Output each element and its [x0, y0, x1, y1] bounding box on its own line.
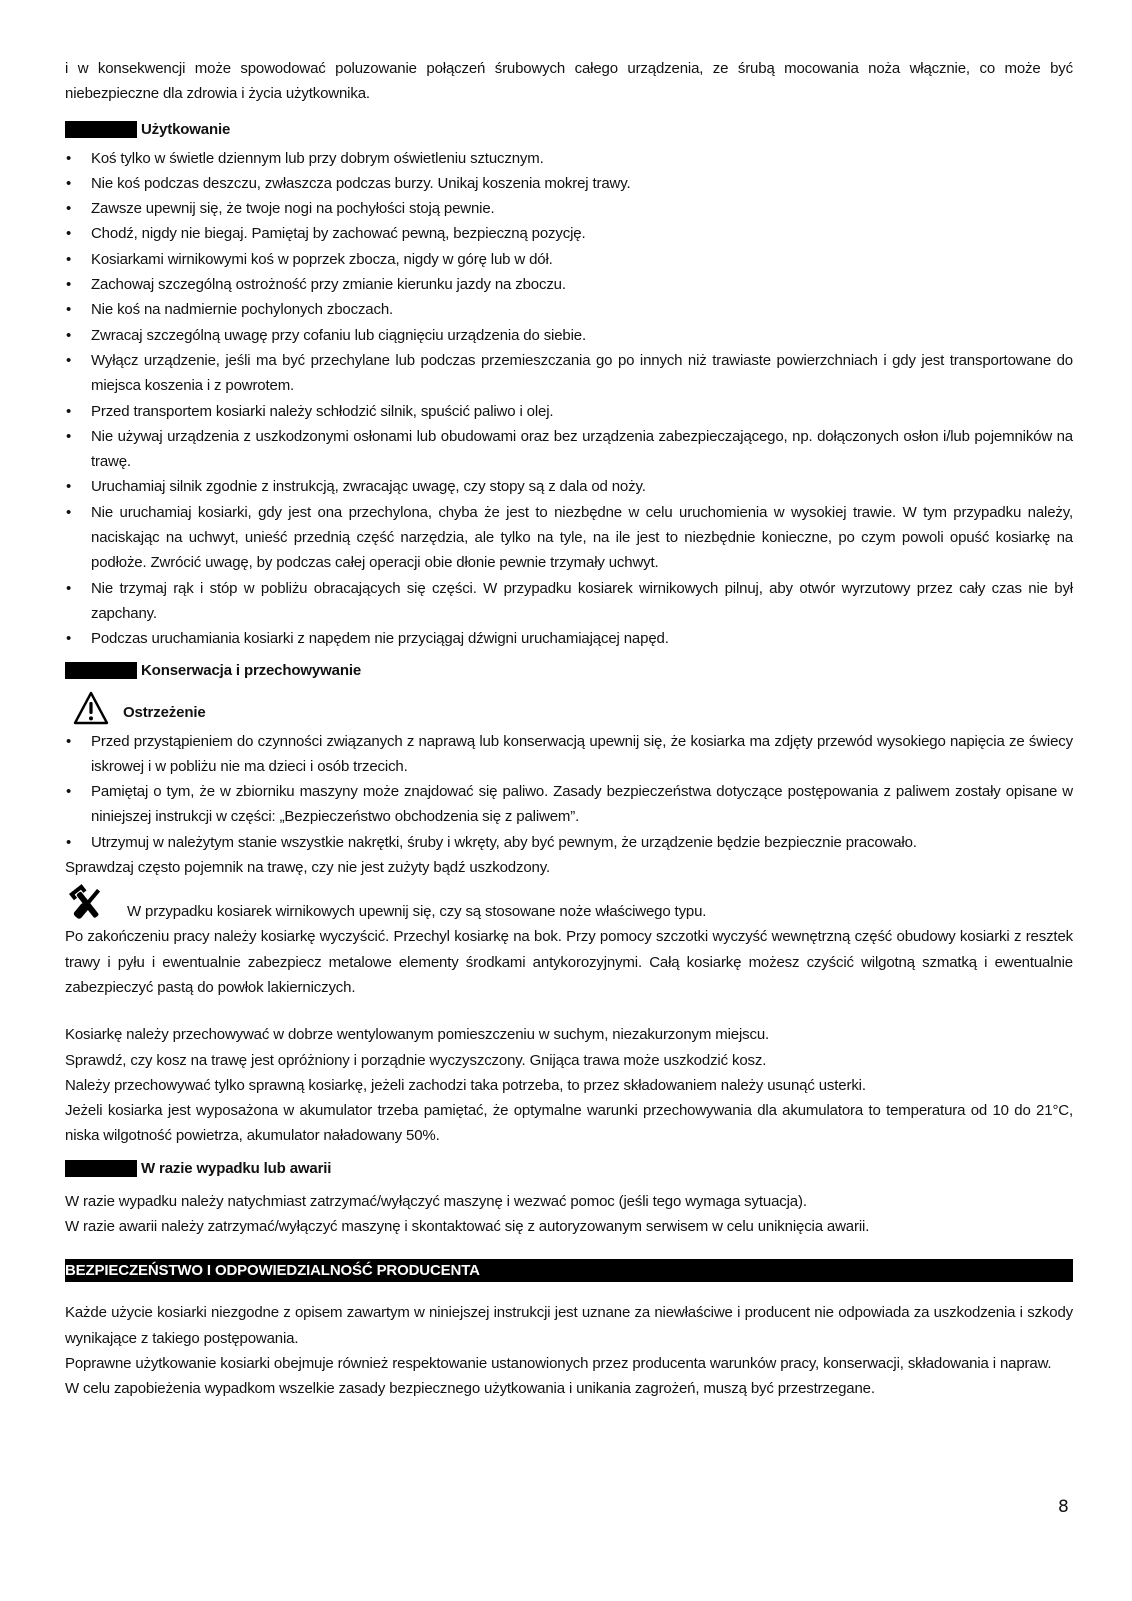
intro-paragraph: i w konsekwencji może spowodować poluzowanie połączeń śrubowych całego urządzenia, ze śrubą mocowania noża włącznie, co może być niebezpieczne dla zdrowia i życia użytkownika.: [65, 60, 1073, 103]
warning-row: [65, 687, 1073, 729]
usage-list: [65, 146, 1073, 652]
producer-section-heading: BEZPIECZEŃSTWO I ODPOWIEDZIALNOŚĆ PRODUCENTA: [65, 1259, 1073, 1282]
heading-marker: [65, 1160, 137, 1177]
heading-marker: [65, 662, 137, 679]
accident-line: W razie awarii należy zatrzymać/wyłączyć maszynę i skontaktować się z autoryzowanym serwisem w celu uniknięcia awarii.: [65, 1217, 870, 1235]
accident-heading-text: W razie wypadku lub awarii: [141, 1160, 332, 1178]
page-number: 8: [1058, 1497, 1069, 1517]
tool-note-text: W przypadku kosiarek wirnikowych upewnij się, czy są stosowane noże właściwego typu.: [127, 903, 707, 921]
producer-paragraph: Poprawne użytkowanie kosiarki obejmuje również respektowanie ustanowionych przez producenta warunków pracy, konserwacji, składowania i napraw.: [65, 1354, 1052, 1372]
list-item: • Koś tylko w świetle dziennym lub przy dobrym oświetleniu sztucznym.: [65, 146, 1073, 171]
list-item: • Zwracaj szczególną uwagę przy cofaniu lub ciągnięciu urządzenia do siebie.: [65, 323, 1073, 348]
list-item: • Utrzymuj w należytym stanie wszystkie nakrętki, śruby i wkręty, aby być pewnym, że urządzenie będzie bezpiecznie pracowało.: [65, 830, 1073, 855]
accident-line: W razie wypadku należy natychmiast zatrzymać/wyłączyć maszynę i wezwać pomoc (jeśli tego wymaga sytuacja).: [65, 1192, 807, 1210]
list-item: • Pamiętaj o tym, że w zbiorniku maszyny może znajdować się paliwo. Zasady bezpieczeństwa dotyczące postępowania z paliwem zostały opisane w niniejszej instrukcji w części: „Bezpieczeństwo obchodzenia się z paliwem”.: [65, 779, 1073, 830]
storage-line: Sprawdź, czy kosz na trawę jest opróżniony i porządnie wyczyszczony. Gnijąca trawa może uszkodzić kosz.: [65, 1051, 767, 1069]
tool-note-row: [65, 884, 1073, 924]
accident-heading: [65, 1159, 1073, 1179]
storage-line: Jeżeli kosiarka jest wyposażona w akumulator trzeba pamiętać, że optymalne warunki przechowywania dla akumulatora to temperatura od 10 do 21°C, niska wilgotność powietrza, akumulator naładowany 50%.: [65, 1102, 1073, 1145]
maintenance-list: [65, 729, 1073, 855]
list-item: • Zachowaj szczególną ostrożność przy zmianie kierunku jazdy na zboczu.: [65, 272, 1073, 297]
usage-heading: [65, 120, 1073, 140]
cleaning-paragraph: Po zakończeniu pracy należy kosiarkę wyczyścić. Przechyl kosiarkę na bok. Przy pomocy szczotki wyczyść wewnętrzną część obudowy kosiarki z resztek trawy i pyłu i ewentualnie zabezpiecz metalowe elementy środkami antykorozyjnymi. Całą kosiarkę możesz czyścić wilgotną szmatką i ewentualnie zabezpieczyć pastą do powłok lakierniczych.: [65, 928, 1073, 996]
list-item: • Kosiarkami wirnikowymi koś w poprzek zbocza, nigdy w górę lub w dół.: [65, 247, 1073, 272]
list-item: • Wyłącz urządzenie, jeśli ma być przechylane lub podczas przemieszczania go po innych niż trawiaste powierzchniach i gdy jest transportowane do miejsca koszenia i z powrotem.: [65, 348, 1073, 399]
list-item: • Nie trzymaj rąk i stóp w pobliżu obracających się części. W przypadku kosiarek wirnikowych pilnuj, aby otwór wyrzutowy przez cały czas nie był zapchany.: [65, 576, 1073, 627]
list-item: • Nie uruchamiaj kosiarki, gdy jest ona przechylona, chyba że jest to niezbędne w celu uruchomienia w wysokiej trawie. W tym przypadku należy, naciskając na uchwyt, unieść przednią część narzędzia, ale tylko na tyle, na ile jest to niezbędnie konieczne, po czym powoli opuść kosiarkę na podłoże. Zwrócić uwagę, by podczas całej operacji obie dłonie pewnie trzymały uchwyt.: [65, 500, 1073, 576]
list-item: • Uruchamiaj silnik zgodnie z instrukcją, zwracając uwagę, czy stopy są z dala od noży.: [65, 474, 1073, 499]
list-item: • Zawsze upewnij się, że twoje nogi na pochyłości stoją pewnie.: [65, 196, 1073, 221]
producer-paragraph: Każde użycie kosiarki niezgodne z opisem zawartym w niniejszej instrukcji jest uznane za niewłaściwe i producent nie odpowiada za uszkodzenia i szkody wynikające z takiego postępowania.: [65, 1304, 1073, 1347]
list-item: • Nie koś podczas deszczu, zwłaszcza podczas burzy. Unikaj koszenia mokrej trawy.: [65, 171, 1073, 196]
storage-line: Kosiarkę należy przechowywać w dobrze wentylowanym pomieszczeniu w suchym, niezakurzonym miejscu.: [65, 1026, 770, 1044]
list-item: • Nie koś na nadmiernie pochylonych zboczach.: [65, 297, 1073, 322]
wrench-screwdriver-icon: [65, 884, 109, 924]
warning-triangle-icon: [73, 691, 109, 725]
document-page: [65, 56, 1073, 1401]
maintenance-heading-text: Konserwacja i przechowywanie: [141, 661, 362, 679]
producer-paragraph: W celu zapobieżenia wypadkom wszelkie zasady bezpiecznego użytkowania i unikania zagrożeń, muszą być przestrzegane.: [65, 1380, 875, 1398]
heading-marker: [65, 121, 137, 138]
list-item: • Przed transportem kosiarki należy schłodzić silnik, spuścić paliwo i olej.: [65, 399, 1073, 424]
storage-line: Należy przechowywać tylko sprawną kosiarkę, jeżeli zachodzi taka potrzeba, to przez składowaniem należy usunąć usterki.: [65, 1076, 866, 1094]
usage-heading-text: Użytkowanie: [141, 120, 231, 138]
list-item: • Nie używaj urządzenia z uszkodzonymi osłonami lub obudowami oraz bez urządzenia zabezpieczającego, np. dołączonych osłon i/lub pojemników na trawę.: [65, 424, 1073, 475]
warning-label: Ostrzeżenie: [123, 703, 206, 721]
list-item: • Podczas uruchamiania kosiarki z napędem nie przyciągaj dźwigni uruchamiającej napęd.: [65, 626, 1073, 651]
check-paragraph: Sprawdzaj często pojemnik na trawę, czy nie jest zużyty bądź uszkodzony.: [65, 859, 550, 877]
maintenance-heading: [65, 661, 1073, 681]
list-item: • Chodź, nigdy nie biegaj. Pamiętaj by zachować pewną, bezpieczną pozycję.: [65, 221, 1073, 246]
list-item: • Przed przystąpieniem do czynności związanych z naprawą lub konserwacją upewnij się, że kosiarka ma zdjęty przewód wysokiego napięcia ze świecy iskrowej i w pobliżu nie ma dzieci i osób trzecich.: [65, 729, 1073, 780]
